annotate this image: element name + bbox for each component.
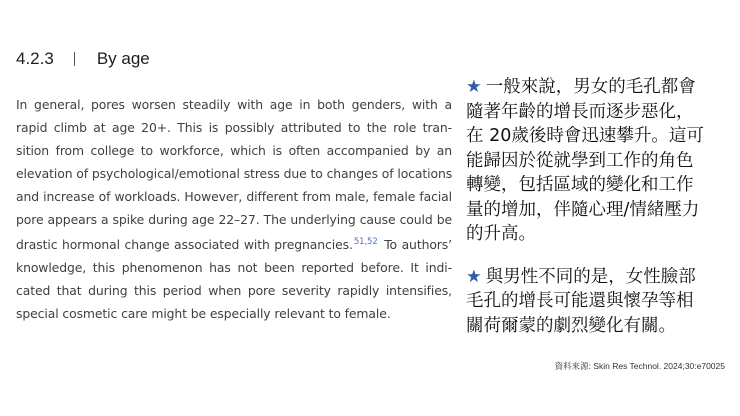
note-line: 量的增加，伴隨心理/情緒壓力 xyxy=(466,199,700,220)
citation-following-text: To authors’ xyxy=(379,237,452,252)
paragraph-body xyxy=(16,93,452,325)
note-line: 能歸因於從就學到工作的角色 xyxy=(466,150,694,171)
note-age-trend xyxy=(466,75,728,247)
star-icon: ★ xyxy=(466,77,482,97)
note-line: 在 20歲後時會迅速攀升。這可 xyxy=(466,126,704,146)
paragraph-line: knowledge, this phenomenon has not been reported before. It indi- xyxy=(16,260,452,275)
citation-preceding-text: drastic hormonal change associated with pregnancies. xyxy=(16,237,353,252)
note-line: 關荷爾蒙的劇烈變化有關。 xyxy=(466,315,676,336)
paragraph-line: elevation of psychological/emotional stress due to changes of locations xyxy=(16,166,453,181)
note-line: 一般來說，男女的毛孔都會 xyxy=(485,77,696,97)
note-line: 轉變，包括區域的變化和工作 xyxy=(466,175,694,195)
paragraph-line: special cosmetic care might be especially relevant to female. xyxy=(16,306,391,321)
paragraph-line: sition from college to workforce, which is often accompanied by an xyxy=(16,143,452,158)
heading-divider xyxy=(74,52,75,66)
note-female-hormone xyxy=(466,265,728,339)
paper-excerpt xyxy=(16,48,452,325)
section-number: 4.2.3 xyxy=(16,49,54,68)
note-line: 隨著年齡的增長而逐步惡化， xyxy=(466,101,694,122)
star-icon: ★ xyxy=(466,266,482,287)
note-line: 毛孔的增長可能還與懷孕等相 xyxy=(466,291,694,311)
paragraph-line: rapid climb at age 20+. This is possibly attributed to the role tran- xyxy=(16,120,452,135)
source-citation: 資料來源: Skin Res Technol. 2024;30:e70025 xyxy=(554,361,725,371)
paragraph-line-with-citation xyxy=(16,231,452,256)
note-line: 與男性不同的是，女性臉部 xyxy=(485,266,696,287)
paragraph-line: pore appears a spike during age 22–27. The underlying cause could be xyxy=(16,212,452,227)
paragraph-line: In general, pores worsen steadily with age in both genders, with a xyxy=(16,97,452,112)
citation-link[interactable]: 51,52 xyxy=(353,237,378,247)
chinese-notes xyxy=(466,75,728,338)
section-title: By age xyxy=(96,49,150,68)
paragraph-line: cated that during this period when pore severity rapidly intensifies, xyxy=(16,283,452,298)
paragraph-line: and increase of workloads. However, different from male, female facial xyxy=(16,189,452,204)
section-heading xyxy=(16,48,452,70)
note-line: 的升高。 xyxy=(466,224,536,244)
